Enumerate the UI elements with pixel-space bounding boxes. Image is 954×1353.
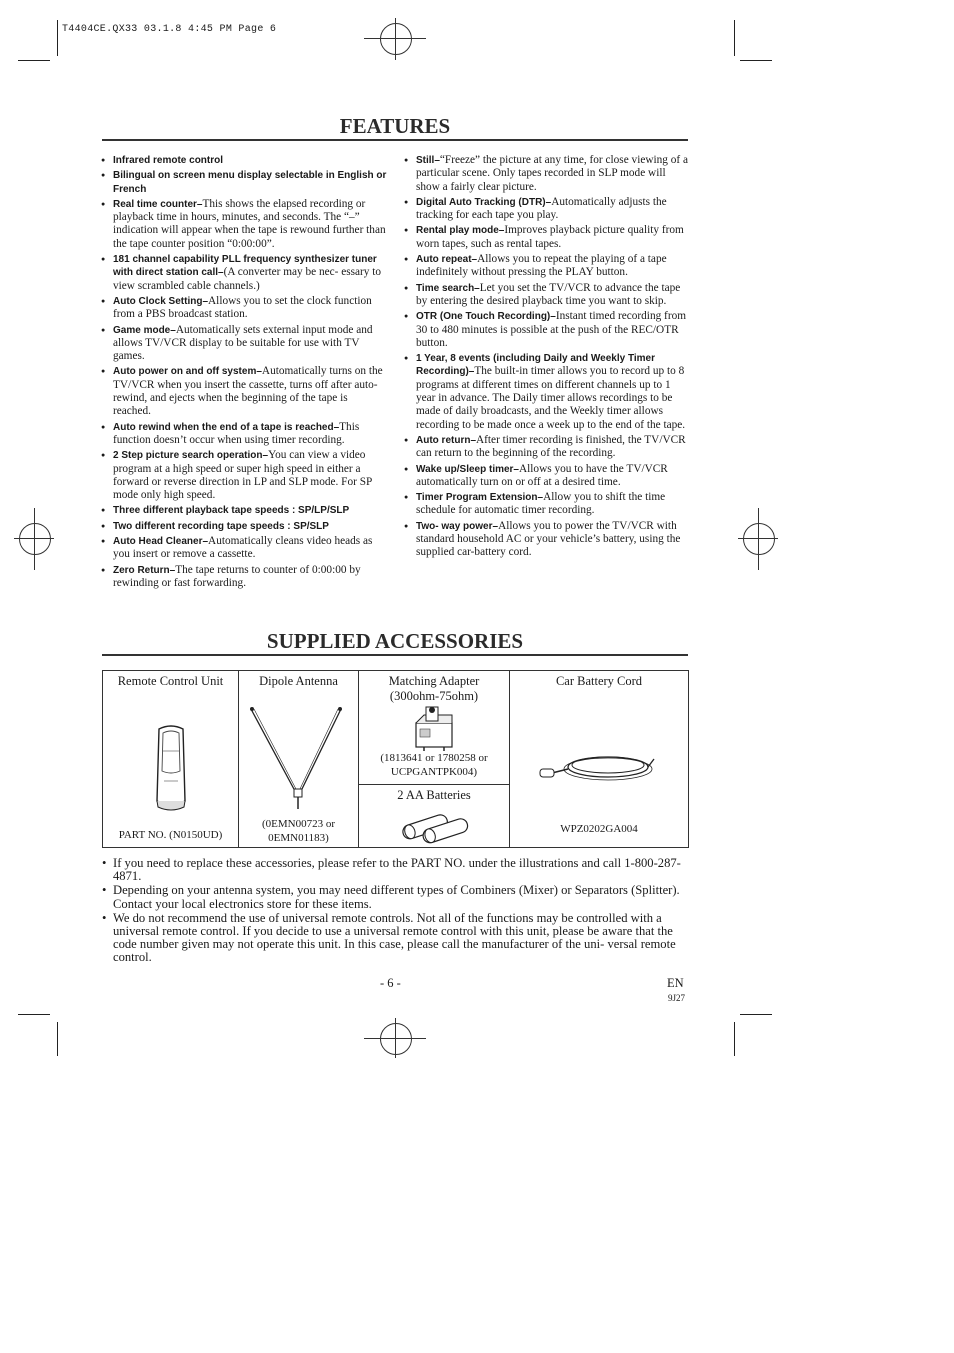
feature-description: Automatically adjusts the tracking for each tape you play. xyxy=(416,195,667,222)
feature-label: Digital Auto Tracking (DTR)– xyxy=(416,196,552,208)
feature-description: The built-in timer allows you to record up to 8 programs at different times on different channels up to 1 year in advance. The Daily timer allows recordings to be made of daily broadcasts, and the Weekly timer allows recording to be made once a week up to the end of the tape. xyxy=(416,365,686,431)
antenna-name: Dipole Antenna xyxy=(259,674,338,688)
feature-item xyxy=(101,421,388,448)
feature-description: This shows the elapsed recording or playback time in hours, minutes, and seconds. The “–” indication will appear when the tape is rewound further than the tape counter position “0:00:00”. xyxy=(113,197,386,250)
feature-description: (A converter may be nec- essary to view scrambled cable channels.) xyxy=(113,266,382,292)
cord-name: Car Battery Cord xyxy=(555,674,643,688)
remote-name: Remote Control Unit xyxy=(117,674,224,688)
feature-label: Auto repeat– xyxy=(416,254,478,266)
feature-description: “Freeze” the picture at any time, for close viewing of a particular scene. Only tapes recorded in SLP mode will show a fairly clear picture. xyxy=(416,154,689,193)
feature-label: Auto Clock Setting– xyxy=(113,295,209,307)
cord-part-number: WPZ0202GA004 xyxy=(560,823,638,835)
accessories-title: SUPPLIED ACCESSORIES xyxy=(266,629,524,653)
feature-label: 1 Year, 8 events (including Daily and Weekly Timer Recording)– xyxy=(416,353,655,378)
feature-item xyxy=(404,520,688,560)
feature-label: Game mode– xyxy=(113,324,176,336)
feature-description: Allows you to repeat the playing of a tape indefinitely without pressing the PLAY button. xyxy=(416,253,667,279)
antenna-cell xyxy=(239,671,359,848)
adapter-part-line-1: (1813641 or 1780258 or xyxy=(380,752,488,764)
feature-item xyxy=(404,196,688,223)
feature-label: Auto rewind when the end of a tape is reached– xyxy=(113,421,340,433)
feature-description: You can view a video program at a high speed or super high speed in either a forward or reverse direction in LP and SLP mode. For SP mode only high speed. xyxy=(113,449,372,502)
note-item: • Depending on your antenna system, you may need different types of Combiners (Mixer) or Separators (Splitter). Contact your local electronics store for these items. xyxy=(102,884,692,910)
feature-description: Allows you to power the TV/VCR with standard household AC or your vehicle’s battery, using the supplied car-battery cord. xyxy=(416,519,681,559)
matching-adapter-icon xyxy=(410,703,458,753)
crop-mark xyxy=(57,1022,58,1056)
accessories-table xyxy=(102,670,689,848)
feature-item xyxy=(404,463,688,490)
feature-label: OTR (One Touch Recording)– xyxy=(416,311,556,323)
adapter-part-number xyxy=(359,751,509,779)
remote-control-icon xyxy=(141,721,201,821)
adapter-name xyxy=(359,674,509,704)
feature-item xyxy=(404,253,688,280)
feature-label: Bilingual on screen menu display selectable in English or French xyxy=(113,170,387,195)
feature-label: 181 channel capability PLL frequency synthesizer tuner with direct station call– xyxy=(113,254,377,279)
accessory-notes xyxy=(102,857,692,966)
note-item: • If you need to replace these accessories, please refer to the PART NO. under the illustrations and call 1-800-287-4871. xyxy=(102,857,692,883)
feature-label: Zero Return– xyxy=(113,564,176,576)
feature-item xyxy=(101,198,388,251)
feature-label: Still– xyxy=(416,155,440,166)
crop-mark xyxy=(18,1014,50,1015)
features-title: FEATURES xyxy=(339,114,451,138)
print-slug: T4404CE.QX33 03.1.8 4:45 PM Page 6 xyxy=(62,24,277,35)
dipole-antenna-icon xyxy=(243,703,353,813)
feature-description: After timer recording is finished, the TV/VCR can return to the beginning of the recording. xyxy=(416,433,686,460)
feature-item xyxy=(404,491,688,518)
feature-item xyxy=(404,154,688,194)
feature-label: Rental play mode– xyxy=(416,225,505,237)
feature-description: Instant timed recording from 30 to 480 minutes is possible at the push of the REC/OTR button. xyxy=(416,310,687,349)
feature-item xyxy=(404,224,688,251)
feature-item xyxy=(101,154,388,167)
features-right-column xyxy=(404,154,688,562)
feature-label: Auto Head Cleaner– xyxy=(113,536,209,548)
accessories-rule xyxy=(102,654,688,656)
feature-description: Automatically sets external input mode and allows TV/VCR display to be suitable for use with TV games. xyxy=(113,323,373,363)
feature-label: Real time counter– xyxy=(113,198,203,210)
batteries-name: 2 AA Batteries xyxy=(397,788,471,802)
feature-label: Two different recording tape speeds : SP/SLP xyxy=(113,520,329,532)
crop-mark xyxy=(734,1022,735,1056)
features-rule xyxy=(102,139,688,141)
batteries-cell xyxy=(359,785,510,848)
antenna-part-line-2: 0EMN01183) xyxy=(268,832,329,844)
feature-description: Automatically cleans video heads as you insert or remove a cassette. xyxy=(113,535,373,561)
feature-item xyxy=(404,434,688,461)
crop-mark xyxy=(734,20,735,56)
feature-label: Time search– xyxy=(416,282,480,294)
feature-label: Infrared remote control xyxy=(113,155,224,166)
feature-item xyxy=(101,365,388,418)
feature-item xyxy=(101,253,388,293)
crop-mark xyxy=(740,1014,772,1015)
note-item: • We do not recommend the use of universal remote controls. Not all of the functions may be controlled with a universal remote control. If you decide to use a universal remote control with this unit, please be aware that the code number given may not operate this unit. In this case, please call the manufacturer of the uni- versal remote control. xyxy=(102,912,692,965)
feature-label: Three different playback tape speeds : SP/LP/SLP xyxy=(113,505,350,517)
feature-item xyxy=(101,535,388,562)
feature-item xyxy=(101,564,388,591)
car-battery-cord-icon xyxy=(538,745,658,789)
crop-mark xyxy=(57,20,58,56)
remote-part-number: PART NO. (N0150UD) xyxy=(118,829,223,841)
feature-description: Allows you to have the TV/VCR automatically turn on or off at a desired time. xyxy=(416,462,668,488)
feature-description: The tape returns to counter of 0:00:00 by rewinding or fast forwarding. xyxy=(113,563,361,589)
adapter-name-line-1: Matching Adapter xyxy=(388,674,480,688)
feature-item xyxy=(404,310,688,350)
feature-description: Allows you to set the clock function from a PBS broadcast station. xyxy=(113,294,372,321)
feature-item xyxy=(101,520,388,533)
feature-description: Let you set the TV/VCR to advance the tape by entering the desired playback time you want to skip. xyxy=(416,281,681,307)
feature-item xyxy=(101,504,388,517)
feature-description: Improves playback picture quality from worn tapes, such as rental tapes. xyxy=(416,224,684,250)
feature-item xyxy=(404,352,688,432)
feature-item xyxy=(101,169,388,196)
language-code: EN xyxy=(667,976,684,990)
feature-item xyxy=(101,295,388,322)
adapter-name-line-2: (300ohm-75ohm) xyxy=(389,689,479,703)
feature-description: Allow you to shift the time schedule for automatic timer recording. xyxy=(416,491,666,517)
feature-label: 2 Step picture search operation– xyxy=(113,450,269,462)
doc-code: 9J27 xyxy=(668,993,686,1003)
feature-item xyxy=(404,282,688,309)
feature-label: Timer Program Extension– xyxy=(416,492,544,504)
feature-label: Auto power on and off system– xyxy=(113,366,262,378)
adapter-part-line-2: UCPGANTPK004) xyxy=(390,766,478,778)
page-number: - 6 - xyxy=(380,976,401,990)
feature-label: Wake up/Sleep timer– xyxy=(416,463,519,475)
feature-item xyxy=(101,324,388,364)
adapter-cell xyxy=(359,671,510,785)
aa-batteries-icon xyxy=(392,805,476,845)
crop-mark xyxy=(18,60,50,61)
crop-mark xyxy=(740,60,772,61)
antenna-part-number xyxy=(239,817,358,845)
remote-cell xyxy=(103,671,239,848)
cord-cell xyxy=(510,671,689,848)
feature-description: This function doesn’t occur when using timer recording. xyxy=(113,420,360,446)
feature-label: Auto return– xyxy=(416,434,476,446)
feature-description: Automatically turns on the TV/VCR when you insert the cassette, turns off after auto-rewind, and ejects when the beginning of the tape is reached. xyxy=(113,365,383,418)
feature-label: Two- way power– xyxy=(416,520,499,532)
features-left-column xyxy=(101,154,388,592)
feature-item xyxy=(101,449,388,502)
antenna-part-line-1: (0EMN00723 or xyxy=(261,818,336,830)
